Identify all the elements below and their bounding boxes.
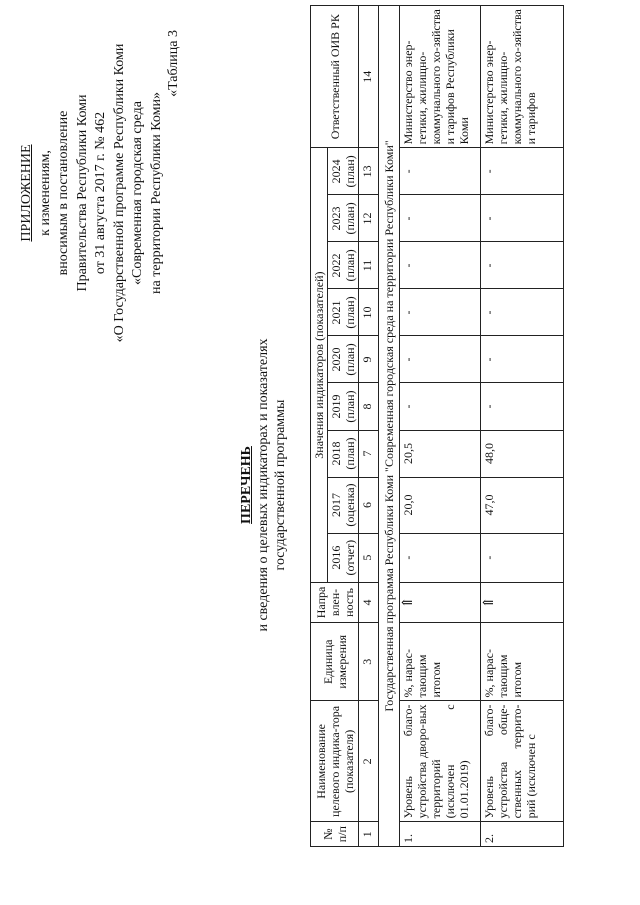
col-header-num: № п/п	[311, 822, 359, 847]
responsible-cell: Министерство энер-гетики, жилищно-коммунального хо-зяйства и тарифов Республики Коми	[400, 6, 481, 148]
column-number: 10	[359, 289, 379, 336]
col-header-direction: Напра влен-ность	[311, 582, 359, 622]
column-number: 5	[359, 533, 379, 582]
column-number: 4	[359, 582, 379, 622]
year-note: (план)	[343, 249, 357, 282]
year: 2023	[329, 206, 343, 231]
column-number: 11	[359, 242, 379, 289]
year: 2020	[329, 347, 343, 372]
column-number-row	[359, 6, 379, 847]
up-arrow-icon: ⇑	[482, 596, 497, 609]
approval-title: ПРИЛОЖЕНИЕ	[19, 144, 34, 242]
heading-line: государственной программы	[273, 399, 288, 571]
section-title: Государственная программа Республики Коми "Современная городская среда на территории Республики Коми"	[379, 6, 400, 847]
table-row	[481, 6, 564, 847]
value-cell: 20,0	[400, 477, 481, 533]
row-number: 1.	[400, 822, 481, 847]
year-note: (отчет)	[343, 539, 357, 576]
year-header	[328, 477, 359, 533]
year: 2016	[329, 545, 343, 570]
year-header	[328, 148, 359, 195]
column-number: 8	[359, 383, 379, 430]
year: 2017	[329, 493, 343, 518]
column-number: 1	[359, 822, 379, 847]
year-note: (план)	[343, 155, 357, 188]
year-header	[328, 195, 359, 242]
approval-block	[18, 28, 166, 358]
heading-line: и сведения о целевых индикаторах и показателях	[256, 338, 271, 632]
approval-line: от 31 августа 2017 г. № 462	[93, 111, 108, 275]
col-header-name: Наименование целевого индика-тора (показателя)	[311, 701, 359, 822]
indicator-name: Уровень благо-устройства дворо-вых территорий (исключен с 01.01.2019)	[400, 701, 481, 822]
value-cell: -	[400, 148, 481, 195]
value-cell: -	[481, 148, 564, 195]
value-cell: 48,0	[481, 430, 564, 477]
col-header-unit: Единица измерения	[311, 623, 359, 701]
value-cell: -	[400, 242, 481, 289]
value-cell: -	[481, 336, 564, 383]
column-number: 9	[359, 336, 379, 383]
col-header-responsible: Ответственный ОИВ РК	[311, 6, 359, 148]
value-cell: -	[400, 533, 481, 582]
column-number: 13	[359, 148, 379, 195]
value-cell: -	[481, 383, 564, 430]
value-cell: -	[481, 242, 564, 289]
year: 2021	[329, 300, 343, 325]
column-number: 7	[359, 430, 379, 477]
column-number: 6	[359, 477, 379, 533]
year-note: (план)	[343, 437, 357, 470]
section-row	[379, 6, 400, 847]
value-cell: -	[481, 533, 564, 582]
direction-cell	[400, 582, 481, 622]
value-cell: -	[400, 195, 481, 242]
up-arrow-icon: ⇑	[401, 596, 416, 609]
table-row	[400, 6, 481, 847]
table-reference: «Таблица 3	[166, 30, 181, 97]
year-note: (оценка)	[343, 483, 357, 527]
unit-cell: %, нарас-тающим итогом	[481, 623, 564, 701]
approval-line: к изменениям,	[37, 150, 53, 236]
column-number: 14	[359, 6, 379, 148]
approval-line: Правительства Республики Коми	[74, 94, 90, 292]
value-cell: -	[481, 289, 564, 336]
unit-cell: %, нарас-тающим итогом	[400, 623, 481, 701]
year-note: (план)	[343, 296, 357, 329]
column-number: 2	[359, 701, 379, 822]
year-header	[328, 533, 359, 582]
year: 2018	[329, 441, 343, 466]
heading-title: ПЕРЕЧЕНЬ	[239, 446, 254, 524]
value-cell: 47,0	[481, 477, 564, 533]
approval-line: «Современная городская среда	[130, 100, 145, 286]
header-row	[311, 6, 328, 847]
direction-cell	[481, 582, 564, 622]
value-cell: -	[400, 289, 481, 336]
year-note: (план)	[343, 343, 357, 376]
responsible-cell: Министерство энер-гетики, жилищно-коммунального хо-зяйства и тарифов	[481, 6, 564, 148]
approval-line: «О Государственной программе Республики Коми	[111, 43, 127, 343]
year: 2024	[329, 159, 343, 184]
column-number: 3	[359, 623, 379, 701]
year-header	[328, 430, 359, 477]
year-header	[328, 383, 359, 430]
value-cell: 20,5	[400, 430, 481, 477]
column-number: 12	[359, 195, 379, 242]
approval-line: на территории Республики Коми»	[148, 92, 164, 294]
year: 2022	[329, 253, 343, 278]
approval-line: вносимым в постановление	[56, 110, 71, 276]
document-heading	[238, 185, 289, 785]
value-cell: -	[400, 336, 481, 383]
indicator-name: Уровень благо-устройства обще-ственных террито-рий (исключен с	[481, 701, 564, 822]
indicators-table	[310, 5, 564, 847]
row-number: 2.	[481, 822, 564, 847]
year-header	[328, 336, 359, 383]
year: 2019	[329, 394, 343, 419]
value-cell: -	[481, 195, 564, 242]
year-note: (план)	[343, 390, 357, 423]
value-cell: -	[400, 383, 481, 430]
year-header	[328, 289, 359, 336]
col-header-values-group: Значения индикаторов (показателей)	[311, 148, 328, 582]
year-header	[328, 242, 359, 289]
year-note: (план)	[343, 202, 357, 235]
